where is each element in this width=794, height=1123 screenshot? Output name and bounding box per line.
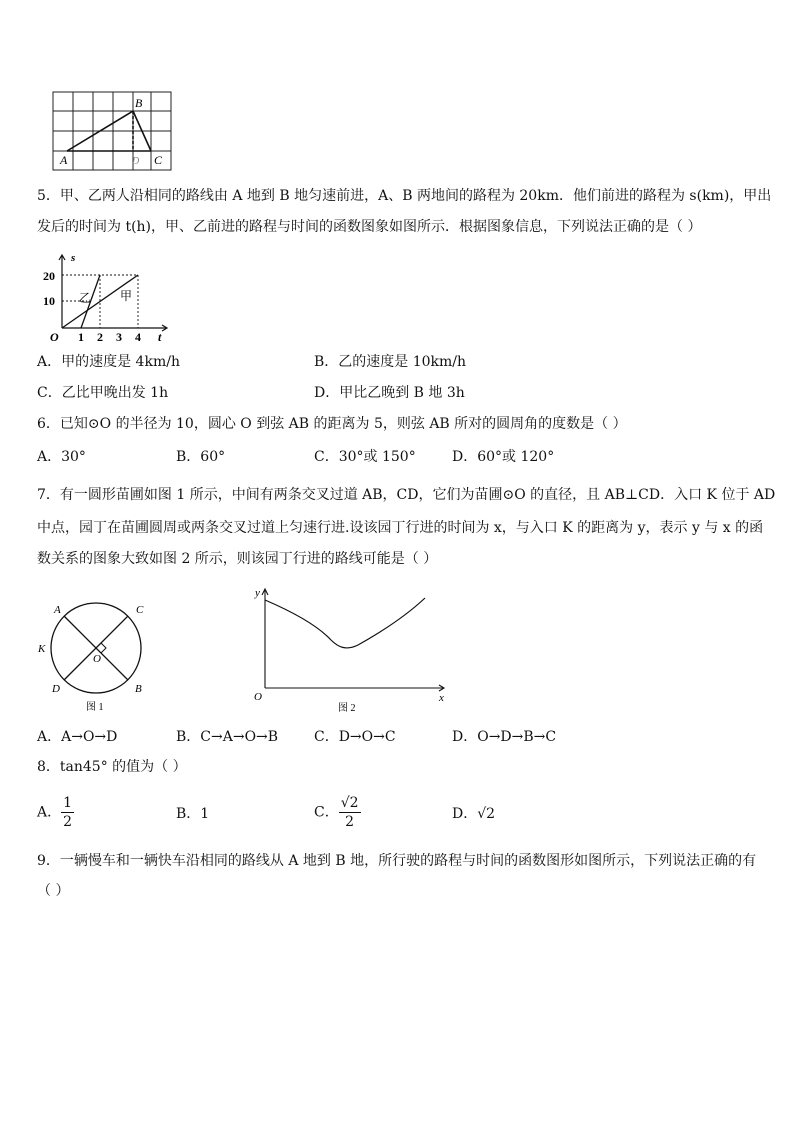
q9-line1: 9．一辆慢车和一辆快车沿相同的路线从 A 地到 B 地，所行驶的路程与时间的函数图形如图所示，下列说法正确的有 xyxy=(37,853,757,869)
fig2-caption: 图 2 xyxy=(338,703,356,714)
q7-line1: 7．有一圆形苗圃如图 1 所示，中间有两条交叉过道 AB，CD，它们为苗圃⊙O 的直径，且 AB⊥CD．入口 K 位于 AD xyxy=(37,487,776,503)
q8-option-d xyxy=(452,804,495,824)
q8-option-a xyxy=(37,794,74,831)
x-tick-2: 2 xyxy=(97,330,103,344)
fig2-origin: O xyxy=(254,691,262,703)
q8-c-denominator: 2 xyxy=(345,814,355,830)
fig1-label-c: C xyxy=(136,604,144,616)
x-tick-3: 3 xyxy=(116,330,122,344)
x-tick-4: 4 xyxy=(135,330,141,344)
fig2-y-label: y xyxy=(255,587,260,599)
q5-line1: 5．甲、乙两人沿相同的路线由 A 地到 B 地匀速前进，A、B 两地间的路程为 20km．他们前进的路程为 s(km)，甲出 xyxy=(37,188,772,204)
axis-t-label: t xyxy=(158,330,162,344)
fraction-sqrt2-over-2 xyxy=(339,794,361,831)
q7-line3: 数关系的图象大致如图 2 所示，则该园丁行进的路线可能是（ ） xyxy=(37,551,438,567)
q7-line2: 中点，园丁在苗圃圆周或两条交叉过道上匀速行进.设该园丁行进的时间为 x，与入口 K 的距离为 y，表示 y 与 x 的函 xyxy=(37,520,764,536)
figure-1-circle xyxy=(36,598,160,718)
q7-option-b: B．C→A→O→B xyxy=(176,729,279,745)
fig2-x-label: x xyxy=(439,692,444,704)
figure-2-graph xyxy=(248,584,454,716)
q6-line1: 6．已知⊙O 的半径为 10，圆心 O 到弦 AB 的距离为 5，则弦 AB 所对的圆周角的度数是（ ） xyxy=(37,416,627,432)
fig1-label-d: D xyxy=(52,683,60,695)
q7-option-a: A．A→O→D xyxy=(37,729,118,745)
q5-option-d: D．甲比乙晚到 B 地 3h xyxy=(314,385,465,401)
label-jia: 甲 xyxy=(120,289,133,303)
q5-option-b: B．乙的速度是 10km/h xyxy=(314,354,467,370)
q6-option-b: B．60° xyxy=(176,449,226,465)
q6-option-a: A．30° xyxy=(37,449,86,465)
label-d: D xyxy=(132,156,140,167)
label-c: C xyxy=(154,153,163,167)
grid-figure xyxy=(50,90,190,174)
q8-a-numerator: 1 xyxy=(63,795,73,811)
q8-option-d-value: √2 xyxy=(477,806,496,822)
x-tick-1: 1 xyxy=(78,330,84,344)
q5-line2: 发后的时间为 t(h)，甲、乙前进的路程与时间的函数图象如图所示．根据图象信息，下列说法正确的是（ ） xyxy=(37,219,702,235)
q8-option-b: B．1 xyxy=(176,806,210,822)
q8-option-d-prefix: D． xyxy=(452,806,478,822)
q8-option-c xyxy=(314,794,361,831)
origin-label: O xyxy=(50,330,59,344)
y-tick-20: 20 xyxy=(43,269,55,283)
fraction-one-half xyxy=(61,794,74,831)
q6-option-d: D．60°或 120° xyxy=(452,449,555,465)
q8-line1: 8．tan45° 的值为（ ） xyxy=(37,759,187,775)
q6-option-c: C．30°或 150° xyxy=(314,449,416,465)
axis-s-label: s xyxy=(71,252,76,264)
q7-option-d: D．O→D→B→C xyxy=(452,729,557,745)
q8-option-a-prefix: A． xyxy=(37,804,62,821)
q8-a-denominator: 2 xyxy=(63,814,73,830)
fig1-label-k: K xyxy=(38,643,46,655)
q8-option-c-prefix: C． xyxy=(314,804,339,821)
fig1-label-a: A xyxy=(54,604,61,616)
fig1-label-b: B xyxy=(135,683,142,695)
label-yi: 乙 xyxy=(79,291,92,305)
y-tick-10: 10 xyxy=(43,294,55,308)
label-a: A xyxy=(60,153,68,167)
q8-c-numerator: √2 xyxy=(340,795,359,811)
q5-option-a: A．甲的速度是 4km/h xyxy=(37,354,180,370)
label-b: B xyxy=(135,96,143,110)
fig1-caption: 图 1 xyxy=(86,702,104,713)
fig1-label-o: O xyxy=(93,653,101,665)
q7-option-c: C．D→O→C xyxy=(314,729,396,745)
q9-line2: （ ） xyxy=(37,883,70,899)
q5-option-c: C．乙比甲晚出发 1h xyxy=(37,385,169,401)
q5-graph xyxy=(40,248,180,344)
